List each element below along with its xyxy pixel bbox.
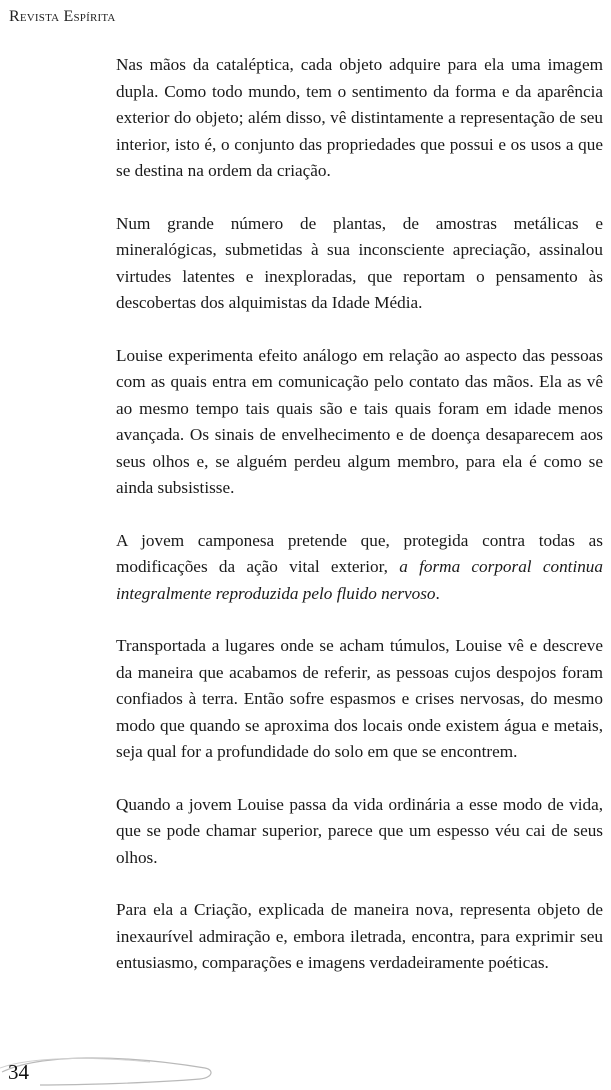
paragraph-4-end: . (435, 583, 440, 603)
paragraph-4-start: A jovem camponesa pretende que, protegida contra todas as modificações da ação vital exterior, (116, 530, 603, 576)
paragraph-7: Para ela a Criação, explicada de maneira nova, representa objeto de inexaurível admiração e, embora iletrada, encontra, para exprimir seu entusiasmo, comparações e imagens verdadeiramente poéticas. (116, 900, 603, 972)
running-head: Revista Espírita (9, 8, 116, 25)
paragraph-3: Louise experimenta efeito análogo em relação ao aspecto das pessoas com as quais entra em comunicação pelo contato das mãos. Ela as vê ao mesmo tempo tais quais são e tais quais foram em idade menos avançada. Os sinais de envelhecimento e de doença desaparecem aos seus olhos e, se alguém perdeu algum membro, para ela é como se ainda subsistisse. (116, 345, 603, 497)
paragraph-1: Nas mãos da cataléptica, cada objeto adquire para ela uma imagem dupla. Como todo mundo, tem o sentimento da forma e da aparência exterior do objeto; além disso, vê distintamente a representação de seu interior, isto é, o conjunto das propriedades que possui e os usos a que se destina na ordem da criação. (116, 55, 603, 180)
page-number: 34 (8, 1060, 29, 1084)
paragraph-5: Transportada a lugares onde se acham túmulos, Louise vê e descreve da maneira que acabamos de referir, as pessoas cujos despojos foram confiados à terra. Então sofre espasmos e crises nervosas, do mesmo modo que quando se aproxima dos locais onde existem água e metais, seja qual for a profundidade do solo em que se encontrem. (116, 636, 603, 761)
paragraph-4-italic: a forma corporal continua integralmente reproduzida pelo fluido nervoso (116, 557, 603, 603)
paragraph-4 (116, 528, 603, 608)
body-text (116, 52, 603, 1003)
folio-swoosh-ornament (0, 1052, 230, 1088)
paragraph-6: Quando a jovem Louise passa da vida ordinária a esse modo de vida, que se pode chamar superior, parece que um espesso véu cai de seus olhos. (116, 794, 603, 867)
paragraph-2: Num grande número de plantas, de amostras metálicas e mineralógicas, submetidas à sua inconsciente apreciação, assinalou virtudes latentes e inexploradas, que reportam o pensamento às descobertas dos alquimistas da Idade Média. (116, 213, 603, 312)
